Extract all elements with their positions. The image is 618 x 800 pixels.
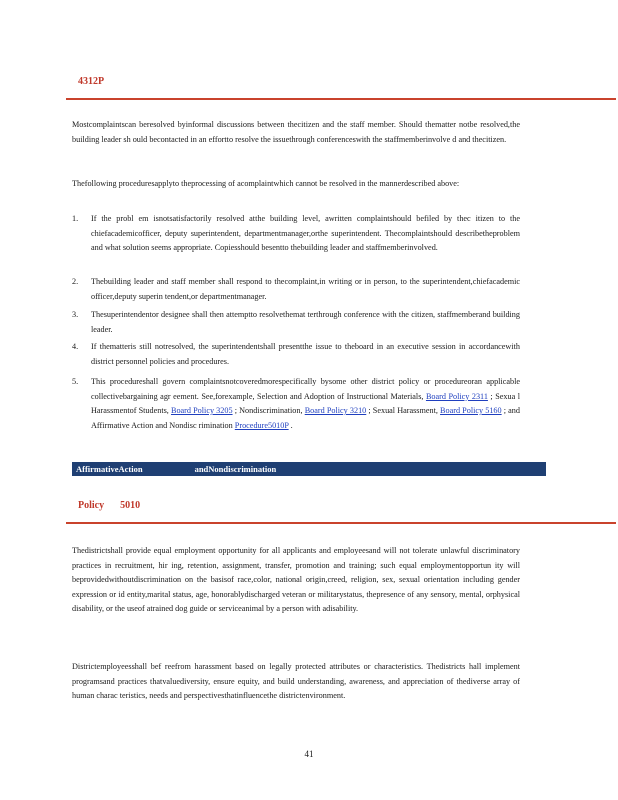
link-board-policy-3210[interactable]: Board Policy 3210 <box>304 406 367 415</box>
page-number: 41 <box>304 749 314 759</box>
item-number: 2. <box>72 277 79 286</box>
link-board-policy-5160[interactable]: Board Policy 5160 <box>440 406 502 415</box>
section-title-left: AffirmativeAction <box>76 464 143 474</box>
link-board-policy-2311[interactable]: Board Policy 2311 <box>425 391 488 401</box>
item-number: 4. <box>72 342 79 351</box>
policy-number: 5010 <box>120 500 141 511</box>
procedure-item-1 <box>72 212 520 256</box>
item-text: If thematteris still notresolved, the superintendentshall presentthe issue to theboard in an executive session in accordancewith district personnel policies and procedures. <box>91 342 520 366</box>
item-number: 1. <box>72 214 79 223</box>
policy-paragraph-1: Thedistrictshall provide equal employment opportunity for all applicants and employeesand will not tolerate unlawful discriminatory practices in recruitment, hir ing, retention, assignment, transfer, promotion and training; such equal employmentopportun ity will beprovidedwithoutdiscrimination on the basisof race,color, national origin,creed, religion, sex, sexual orientation including gender expression or id entity,marital status, age, honorablydischarged veteran or militarystatus, thepresence of any sensory, mental, orphysical disability, or the useof atrained dog guide or serviceanimal by a person with adisability. <box>72 546 520 613</box>
link-procedure-5010p[interactable]: Procedure5010P <box>234 420 289 430</box>
item-number: 3. <box>72 310 79 319</box>
intro-paragraph-2: Thefollowing proceduresapplyto theprocessing of acomplaintwhich cannot be resolved in the mannerdescribed above: <box>72 179 460 188</box>
policy-label: Policy <box>78 500 105 511</box>
item-text <box>91 375 520 433</box>
item-text-part: ; Nondiscrimination, <box>232 406 305 415</box>
item-text: Thesuperintendentor designee shall then attemptto resolvethemat terthrough conference with the citizen, staffmemberand building leader. <box>91 310 520 334</box>
item-text-part: This procedureshall govern complaintsnotcoveredmorespecifically bysome other district policy or procedureoran applicable collectivebargaining agr eement. See,forexample, Selection and Adoption of Instructional Materials, <box>91 377 520 401</box>
document-code: 4312P <box>78 76 105 87</box>
item-text-part: ; Sexual Harassment, <box>366 406 441 415</box>
procedure-item-3 <box>72 308 520 337</box>
item-text-part: ; and Affirmative Action and Nondisc rimination <box>91 406 520 430</box>
item-text: Thebuilding leader and staff member shall respond to thecomplaint,in writing or in person, to the superintendent,chiefacademic officer,deputy superin tendent,or departmentmanager. <box>91 277 520 301</box>
link-board-policy-3205[interactable]: Board Policy 3205 <box>170 406 233 415</box>
item-text: If the probl em isnotsatisfactorily resolved atthe building level, awritten complaintshould befiled by thec itizen to the chiefacademicofficer, deputy superintendent, departmentmanager,orthe superintendent. Thecomplaintshould describetheproblem and what solution seems appropriate. Copiesshould besentto thebuilding leader and staffmemberinvolved. <box>91 214 520 252</box>
item-text-part: . <box>288 420 293 430</box>
header-rule <box>66 98 616 100</box>
policy-paragraph-2: Districtemployeesshall bef reefrom harassment based on legally protected attributes or characteristics. Thedistricts hall implement programsand practices thatvaluediversity, ensure equity, and build understanding, awareness, and appreciation of thediverse array of human charac teristics, needs and perspectivesthatinfluencethe districtenvironment. <box>72 662 520 700</box>
intro-paragraph-1: Mostcomplaintscan beresolved byinformal discussions between thecitizen and the staff member. Should thematter notbe resolved,the building leader sh ould becontacted in an effortto resolve the issuethrough conferenceswith the staffmemberinvolve d and thecitizen. <box>72 120 520 144</box>
section-title-bar <box>72 462 546 476</box>
procedure-item-2 <box>72 275 520 304</box>
item-text-part: ; Sexua l Harassmentof Students, <box>91 391 520 415</box>
procedure-item-5 <box>72 375 520 433</box>
section-title-right: andNondiscrimination <box>194 464 277 474</box>
policy-heading <box>78 500 140 511</box>
policy-rule <box>66 522 616 524</box>
item-number: 5. <box>72 377 79 386</box>
procedure-item-4 <box>72 340 520 369</box>
